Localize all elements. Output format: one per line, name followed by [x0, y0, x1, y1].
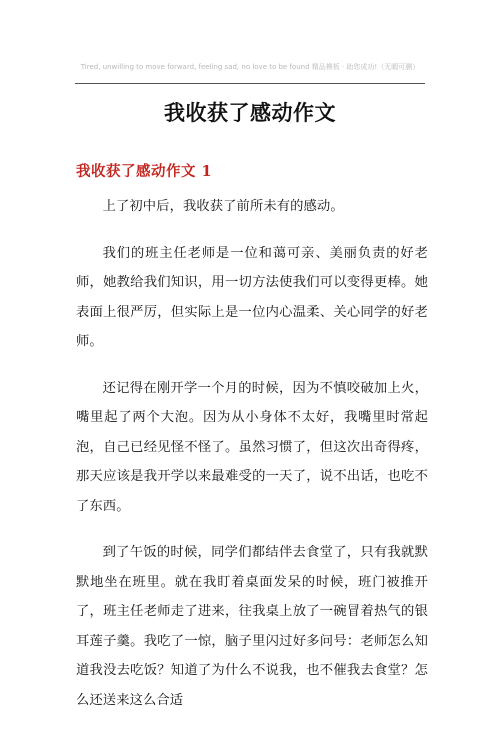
paragraph: 还记得在刚开学一个月的时候，因为不慎咬破加上火，嘴里起了两个大泡。因为从小身体不太好，我嘴里时常起泡，自己已经见怪不怪了。虽然习惯了，但这次出奇得疼，那天应该是我开学以来最难受的一天了，说不出话，也吃不了东西。	[76, 380, 428, 514]
header-divider	[75, 83, 425, 84]
document-body	[76, 192, 428, 732]
page-header-text: Tired, unwilling to move forward, feeling sad, no love to be found 精品模板 · 助您成功!（无暇可删）	[80, 63, 420, 71]
paragraph: 上了初中后，我收获了前所未有的感动。	[102, 199, 344, 214]
section-title: 我收获了感动作文 1	[76, 163, 213, 180]
paragraph: 到了午饭的时候，同学们都结伴去食堂了，只有我就默默地坐在班里。就在我盯着桌面发呆的时候，班门被推开了，班主任老师走了进来，往我桌上放了一碗冒着热气的银耳莲子羹。我吃了一惊，脑子里闪过好多问号：老师怎么知道我没去吃饭？知道了为什么不说我，也不催我去食堂？怎么还送来这么合适	[76, 545, 428, 708]
document-title: 我收获了感动作文	[164, 100, 336, 125]
paragraph: 我们的班主任老师是一位和蔼可亲、美丽负责的好老师，她教给我们知识，用一切方法使我们可以变得更棒。她表面上很严厉，但实际上是一位内心温柔、关心同学的好老师。	[76, 245, 428, 349]
